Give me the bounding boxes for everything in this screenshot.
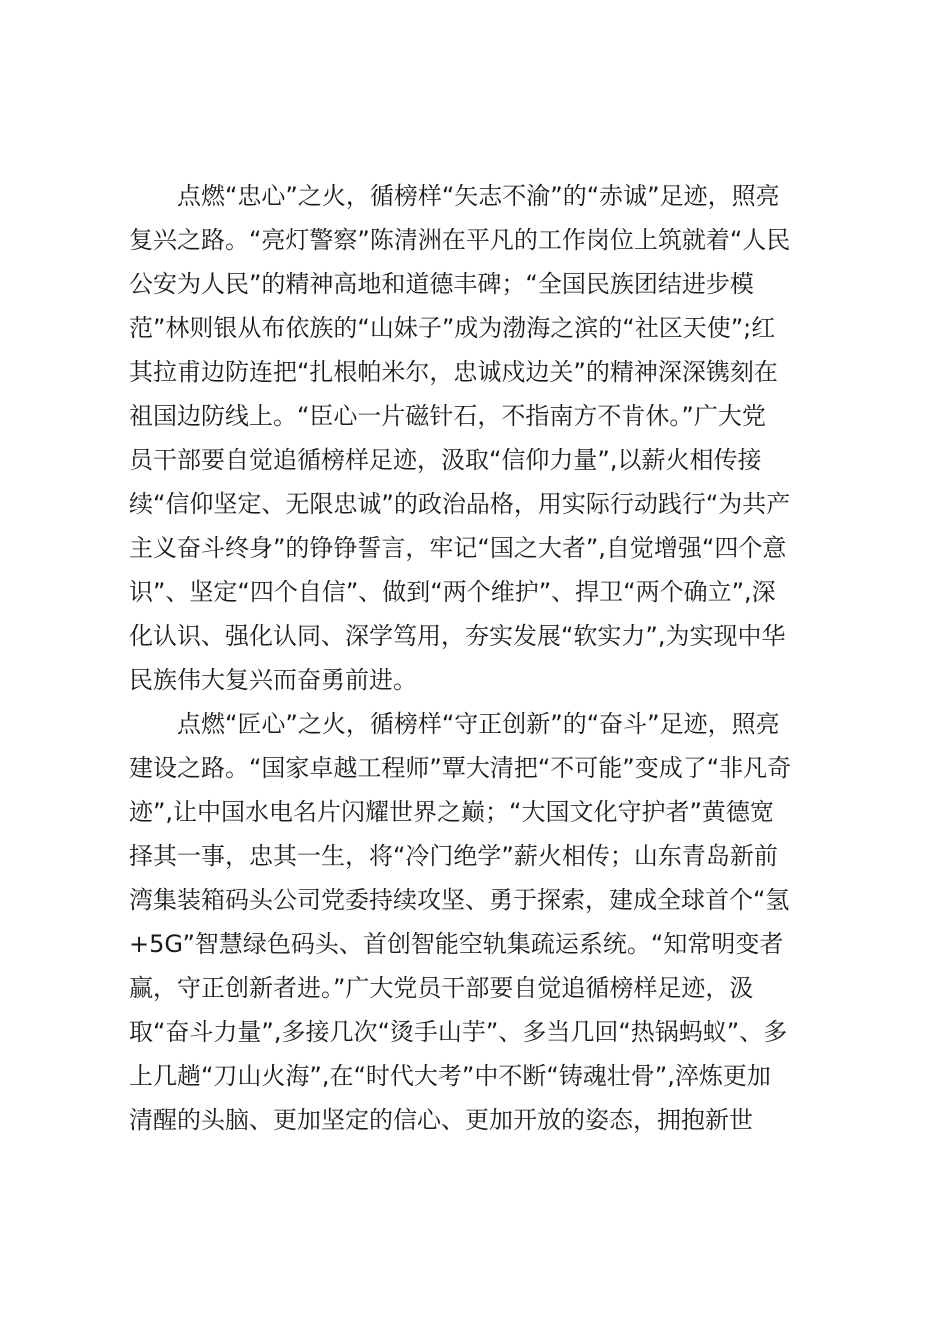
text-line: 赢，守正创新者进。”广大党员干部要自觉追循榜样足迹，汲 xyxy=(129,974,754,1002)
text-line: 湾集装箱码头公司党委持续攻坚、勇于探索，建成全球首个“氢 xyxy=(129,886,790,914)
text-line: 主义奋斗终身”的铮铮誓言，牢记“国之大者”,自觉增强“四个意 xyxy=(129,534,787,562)
text-line: 上几趟“刀山火海”,在“时代大考”中不断“铸魂壮骨”,淬炼更加 xyxy=(129,1062,771,1090)
text-line: 祖国边防线上。“臣心一片磁针石，不指南方不肯休。”广大党 xyxy=(129,402,766,430)
document-body xyxy=(129,174,829,1142)
text-line: 点燃“忠心”之火，循榜样“矢志不渝”的“赤诚”足迹，照亮 xyxy=(177,182,780,210)
paragraph-2 xyxy=(129,702,829,1142)
text-line: 建设之路。“国家卓越工程师”覃大清把“不可能”变成了“非凡奇 xyxy=(129,754,792,782)
text-line: 续“信仰坚定、无限忠诚”的政治品格，用实际行动践行“为共产 xyxy=(129,490,791,518)
text-line: 迹”,让中国水电名片闪耀世界之巅；“大国文化守护者”黄德宽 xyxy=(129,798,774,826)
text-line: 识”、坚定“四个自信”、做到“两个维护”、捍卫“两个确立”,深 xyxy=(129,578,776,606)
paragraph-1 xyxy=(129,174,829,702)
text-line: 民族伟大复兴而奋勇前进。 xyxy=(129,666,417,694)
text-line: 点燃“匠心”之火，循榜样“守正创新”的“奋斗”足迹，照亮 xyxy=(177,710,780,738)
text-line: 员干部要自觉追循榜样足迹，汲取“信仰力量”,以薪火相传接 xyxy=(129,446,762,474)
text-line: 择其一事，忠其一生，将“冷门绝学”薪火相传；山东青岛新前 xyxy=(129,842,778,870)
text-line: 范”林则银从布依族的“山妹子”成为渤海之滨的“社区天使”;红 xyxy=(129,314,776,342)
text-line: 清醒的头脑、更加坚定的信心、更加开放的姿态，拥抱新世 xyxy=(129,1106,753,1134)
text-line: 复兴之路。“亮灯警察”陈清洲在平凡的工作岗位上筑就着“人民 xyxy=(129,226,791,254)
text-line: 公安为人民”的精神高地和道德丰碑；“全国民族团结进步模 xyxy=(129,270,754,298)
text-line: 取“奋斗力量”,多接几次“烫手山芋”、多当几回“热锅蚂蚁”、多 xyxy=(129,1018,788,1046)
text-line: +5G”智慧绿色码头、首创智能空轨集疏运系统。“知常明变者 xyxy=(129,930,784,958)
text-line: 化认识、强化认同、深学笃用，夯实发展“软实力”,为实现中华 xyxy=(129,622,786,650)
text-line: 其拉甫边防连把“扎根帕米尔，忠诚戍边关”的精神深深镌刻在 xyxy=(129,358,778,386)
